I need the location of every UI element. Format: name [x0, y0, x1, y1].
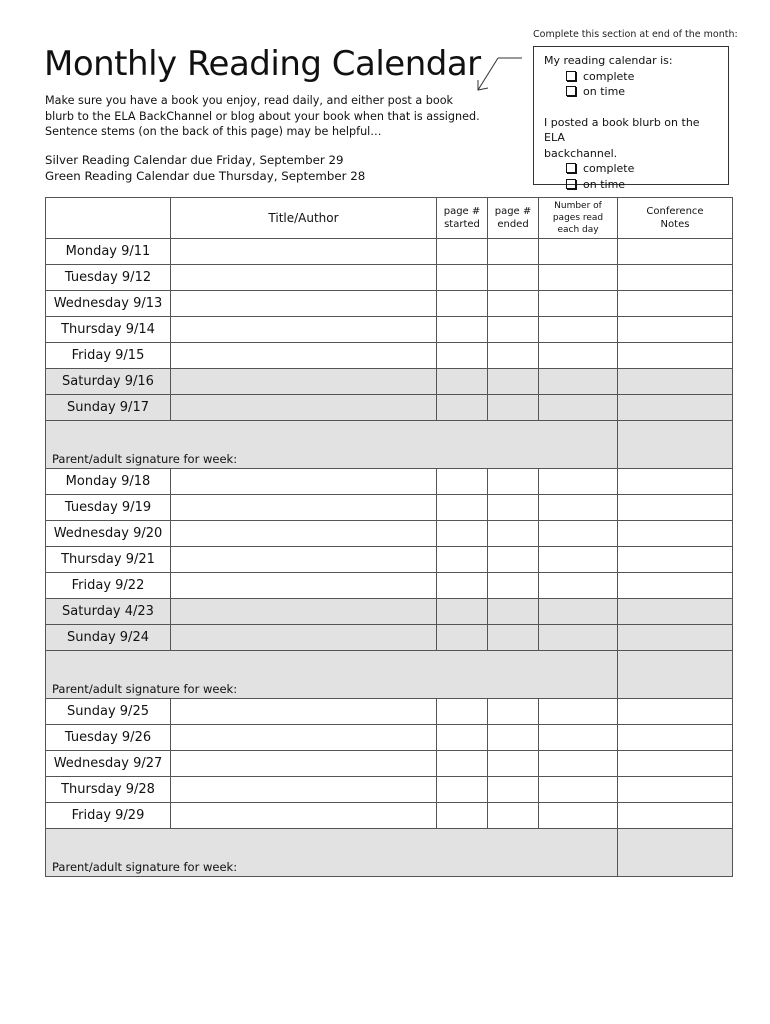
blurb-complete-option[interactable] — [544, 161, 718, 177]
day-label: Saturday 4/23 — [46, 599, 171, 625]
table-header-row — [46, 198, 733, 239]
page-ended-cell[interactable] — [488, 291, 539, 317]
header-line: page # — [443, 206, 481, 217]
option-label: on time — [583, 85, 626, 98]
table-row — [46, 521, 733, 547]
due-silver-date: due Friday, September 29 — [190, 153, 344, 167]
conference-notes-cell[interactable] — [618, 751, 733, 777]
page-ended-cell[interactable] — [488, 547, 539, 573]
page-ended-cell[interactable] — [488, 495, 539, 521]
conference-notes-cell[interactable] — [618, 573, 733, 599]
table-row — [46, 625, 733, 651]
page-started-cell[interactable] — [437, 291, 488, 317]
table-row — [46, 547, 733, 573]
table-row — [46, 803, 733, 829]
page-ended-cell[interactable] — [488, 803, 539, 829]
signature-row — [46, 651, 733, 699]
table-row — [46, 369, 733, 395]
header-line: Conference — [646, 206, 704, 217]
conference-notes-cell[interactable] — [618, 651, 733, 699]
day-label: Wednesday 9/20 — [46, 521, 171, 547]
conference-notes-cell[interactable] — [618, 265, 733, 291]
page-ended-cell[interactable] — [488, 777, 539, 803]
table-row — [46, 265, 733, 291]
pages-read-cell[interactable] — [539, 395, 618, 421]
table-row — [46, 599, 733, 625]
page-started-cell[interactable] — [437, 699, 488, 725]
day-label: Tuesday 9/12 — [46, 265, 171, 291]
page-ended-cell[interactable] — [488, 699, 539, 725]
option-label: complete — [583, 69, 635, 83]
table-row — [46, 725, 733, 751]
conference-notes-cell[interactable] — [618, 547, 733, 573]
page-started-cell[interactable] — [437, 265, 488, 291]
option-label: complete — [583, 162, 635, 175]
table-row — [46, 343, 733, 369]
pages-read-cell[interactable] — [539, 369, 618, 395]
header-line: pages read — [552, 213, 604, 223]
conference-notes-cell[interactable] — [618, 369, 733, 395]
day-label: Friday 9/29 — [46, 803, 171, 829]
parent-signature-field[interactable]: Parent/adult signature for week: — [46, 651, 618, 699]
day-label: Saturday 9/16 — [46, 369, 171, 395]
conference-notes-cell[interactable] — [618, 343, 733, 369]
page-ended-cell[interactable] — [488, 369, 539, 395]
blurb-status-heading: I posted a book blurb on the ELA — [544, 115, 700, 144]
day-label: Monday 9/18 — [46, 469, 171, 495]
page-ended-cell[interactable] — [488, 317, 539, 343]
pages-read-cell[interactable] — [539, 725, 618, 751]
arrow-icon — [474, 54, 526, 96]
intro-line: Sentence stems (on the back of this page) may be helpful… — [45, 125, 382, 138]
page-ended-cell[interactable] — [488, 573, 539, 599]
page-ended-cell[interactable] — [488, 265, 539, 291]
page-started-cell[interactable] — [437, 469, 488, 495]
title-author-cell[interactable] — [171, 725, 437, 751]
page-ended-cell[interactable] — [488, 625, 539, 651]
page-started-cell[interactable] — [437, 239, 488, 265]
conference-notes-cell[interactable] — [618, 699, 733, 725]
title-author-cell[interactable] — [171, 521, 437, 547]
header-line: each day — [557, 225, 599, 235]
table-row — [46, 573, 733, 599]
day-label: Tuesday 9/26 — [46, 725, 171, 751]
page-ended-cell[interactable] — [488, 725, 539, 751]
option-label: on time — [583, 177, 626, 191]
conference-notes-cell[interactable] — [618, 395, 733, 421]
page-started-cell[interactable] — [437, 625, 488, 651]
day-label: Tuesday 9/19 — [46, 495, 171, 521]
page-ended-cell[interactable] — [488, 239, 539, 265]
page-ended-cell[interactable] — [488, 395, 539, 421]
conference-notes-cell[interactable] — [618, 599, 733, 625]
title-author-cell[interactable] — [171, 469, 437, 495]
pages-read-cell[interactable] — [539, 777, 618, 803]
page-ended-header — [488, 198, 539, 239]
page-title: Monthly Reading Calendar — [44, 44, 481, 84]
pages-read-cell[interactable] — [539, 317, 618, 343]
table-row — [46, 699, 733, 725]
calendar-on-time-option[interactable] — [544, 84, 718, 100]
blurb-status-heading-cont: backchannel. — [544, 146, 618, 160]
day-label: Sunday 9/24 — [46, 625, 171, 651]
page-started-cell[interactable] — [437, 751, 488, 777]
title-author-cell[interactable] — [171, 777, 437, 803]
pages-read-cell[interactable] — [539, 343, 618, 369]
title-author-cell[interactable] — [171, 751, 437, 777]
table-row — [46, 395, 733, 421]
conference-notes-cell[interactable] — [618, 469, 733, 495]
table-row — [46, 495, 733, 521]
conference-notes-cell[interactable] — [618, 495, 733, 521]
signature-row — [46, 421, 733, 469]
page-started-cell[interactable] — [437, 725, 488, 751]
table-row — [46, 291, 733, 317]
day-label: Monday 9/11 — [46, 239, 171, 265]
blurb-on-time-option[interactable] — [544, 177, 718, 193]
title-author-cell[interactable] — [171, 317, 437, 343]
title-author-cell[interactable] — [171, 369, 437, 395]
pages-read-cell[interactable] — [539, 291, 618, 317]
conference-notes-cell[interactable] — [618, 239, 733, 265]
table-row — [46, 469, 733, 495]
signature-row — [46, 829, 733, 877]
parent-signature-field[interactable]: Parent/adult signature for week: — [46, 829, 618, 877]
checkbox-icon[interactable] — [566, 163, 576, 173]
page-ended-cell[interactable] — [488, 343, 539, 369]
pages-read-cell[interactable] — [539, 699, 618, 725]
conference-notes-cell[interactable] — [618, 725, 733, 751]
conference-notes-cell[interactable] — [618, 291, 733, 317]
pages-read-cell[interactable] — [539, 495, 618, 521]
title-author-cell[interactable] — [171, 573, 437, 599]
reading-calendar-table — [45, 197, 733, 877]
due-silver — [45, 152, 365, 168]
page-started-cell[interactable] — [437, 573, 488, 599]
day-label: Thursday 9/14 — [46, 317, 171, 343]
pages-read-cell[interactable] — [539, 599, 618, 625]
conference-notes-cell[interactable] — [618, 421, 733, 469]
pages-read-cell[interactable] — [539, 573, 618, 599]
conference-notes-cell[interactable] — [618, 829, 733, 877]
end-of-month-checklist — [533, 46, 729, 191]
checkbox-icon[interactable] — [566, 179, 576, 189]
page-started-cell[interactable] — [437, 521, 488, 547]
title-author-cell[interactable] — [171, 599, 437, 625]
header-line: ended — [497, 219, 529, 230]
day-label: Sunday 9/25 — [46, 699, 171, 725]
title-author-cell[interactable] — [171, 625, 437, 651]
title-author-cell[interactable] — [171, 291, 437, 317]
pages-read-cell[interactable] — [539, 265, 618, 291]
page-started-cell[interactable] — [437, 803, 488, 829]
page-ended-cell[interactable] — [488, 521, 539, 547]
title-author-cell[interactable] — [171, 265, 437, 291]
table-row — [46, 777, 733, 803]
page-started-cell[interactable] — [437, 343, 488, 369]
pages-read-cell[interactable] — [539, 469, 618, 495]
day-label: Friday 9/22 — [46, 573, 171, 599]
table-row — [46, 751, 733, 777]
day-label: Sunday 9/17 — [46, 395, 171, 421]
calendar-complete-option[interactable] — [544, 69, 718, 85]
pages-read-header — [539, 198, 618, 239]
table-row — [46, 317, 733, 343]
page-started-cell[interactable] — [437, 547, 488, 573]
day-label: Wednesday 9/13 — [46, 291, 171, 317]
pages-read-cell[interactable] — [539, 751, 618, 777]
conference-notes-cell[interactable] — [618, 521, 733, 547]
due-green-date: due Thursday, September 28 — [192, 169, 366, 183]
conference-notes-header — [618, 198, 733, 239]
pages-read-cell[interactable] — [539, 521, 618, 547]
title-author-header: Title/Author — [171, 198, 437, 239]
due-silver-label: Silver Reading Calendar — [45, 153, 191, 167]
pages-read-cell[interactable] — [539, 547, 618, 573]
page-ended-cell[interactable] — [488, 469, 539, 495]
intro-text — [45, 93, 480, 140]
conference-notes-cell[interactable] — [618, 625, 733, 651]
day-column-header — [46, 198, 171, 239]
pages-read-cell[interactable] — [539, 625, 618, 651]
day-label: Wednesday 9/27 — [46, 751, 171, 777]
title-author-cell[interactable] — [171, 699, 437, 725]
table-row — [46, 239, 733, 265]
pages-read-cell[interactable] — [539, 803, 618, 829]
title-author-cell[interactable] — [171, 343, 437, 369]
page-ended-cell[interactable] — [488, 599, 539, 625]
conference-notes-cell[interactable] — [618, 777, 733, 803]
due-green-label: Green Reading Calendar — [45, 169, 193, 183]
checkbox-icon[interactable] — [566, 86, 576, 96]
header-line: started — [444, 219, 480, 230]
day-label: Thursday 9/28 — [46, 777, 171, 803]
day-label: Friday 9/15 — [46, 343, 171, 369]
header-line: Number of — [554, 201, 602, 211]
due-green — [45, 168, 365, 184]
conference-notes-cell[interactable] — [618, 803, 733, 829]
checkbox-icon[interactable] — [566, 71, 576, 81]
parent-signature-field[interactable]: Parent/adult signature for week: — [46, 421, 618, 469]
title-author-cell[interactable] — [171, 547, 437, 573]
section-instruction: Complete this section at end of the month: — [533, 29, 738, 40]
page-started-cell[interactable] — [437, 495, 488, 521]
page-started-cell[interactable] — [437, 369, 488, 395]
title-author-cell[interactable] — [171, 239, 437, 265]
page-started-cell[interactable] — [437, 599, 488, 625]
day-label: Thursday 9/21 — [46, 547, 171, 573]
page-started-cell[interactable] — [437, 395, 488, 421]
title-author-cell[interactable] — [171, 395, 437, 421]
page-started-cell[interactable] — [437, 777, 488, 803]
header-line: page # — [494, 206, 532, 217]
title-author-cell[interactable] — [171, 495, 437, 521]
due-dates — [45, 152, 365, 184]
conference-notes-cell[interactable] — [618, 317, 733, 343]
page-started-cell[interactable] — [437, 317, 488, 343]
page-started-header — [437, 198, 488, 239]
page-ended-cell[interactable] — [488, 751, 539, 777]
header-line: Notes — [660, 219, 690, 230]
intro-line: blurb to the ELA BackChannel or blog about your book when that is assigned. — [45, 109, 480, 123]
pages-read-cell[interactable] — [539, 239, 618, 265]
calendar-status-heading: My reading calendar is: — [544, 54, 673, 67]
title-author-cell[interactable] — [171, 803, 437, 829]
intro-line: Make sure you have a book you enjoy, read daily, and either post a book — [45, 94, 454, 107]
